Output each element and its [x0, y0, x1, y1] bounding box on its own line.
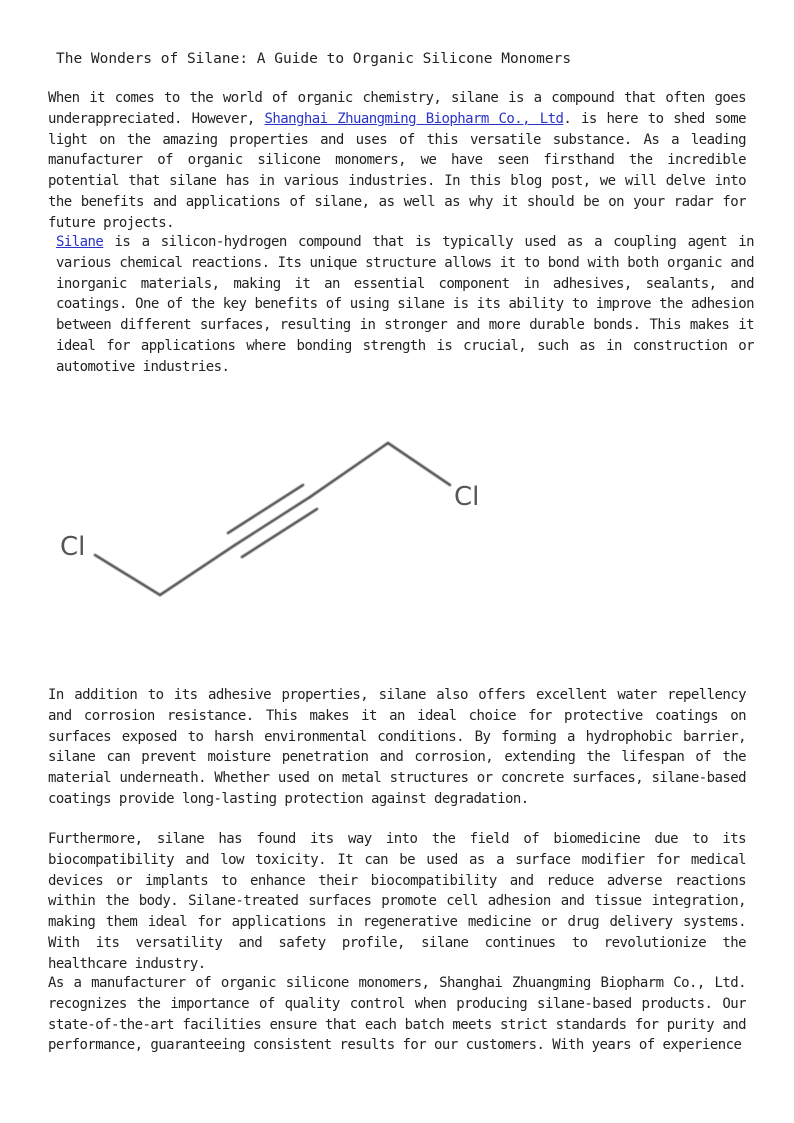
paragraph-quality-control: As a manufacturer of organic silicone monomers, Shanghai Zhuangming Biopharm Co., Ltd. recognizes the importance of quality control when producing silane-based products. Our state-of-the-art facilities ensure that each batch meets strict standards for purity and performance, guaranteeing consistent results for our customers. With years of experience	[48, 975, 746, 1054]
chlorine-right-label: Cl	[454, 482, 480, 512]
chlorine-left-label: Cl	[60, 532, 86, 562]
structure-diagram	[50, 395, 510, 625]
bond-ch2-cl-right	[388, 443, 450, 485]
paragraph-intro-text-before: When it comes to the world of organic chemistry, silane is a compound that often goes underappreciated. However,	[48, 90, 746, 127]
paragraph-silane-definition-text: is a silicon-hydrogen compound that is typically used as a coupling agent in various chemical reactions. Its unique structure allows it to bond with both organic and inorganic materials, making it an essential component in adhesives, sealants, and coatings. One of the key benefits of using silane is its ability to improve the adhesion between different surfaces, resulting in stronger and more durable bonds. This makes it ideal for applications where bonding strength is crucial, such as in construction or automotive industries.	[56, 234, 754, 375]
company-link[interactable]: Shanghai Zhuangming Biopharm Co., Ltd	[264, 110, 564, 127]
bond-c-ch2-right	[310, 443, 388, 497]
paragraph-silane-definition	[48, 232, 754, 378]
silane-link[interactable]: Silane	[56, 234, 104, 250]
paragraph-water-repellency: In addition to its adhesive properties, silane also offers excellent water repellency and corrosion resistance. This makes it an ideal choice for protective coatings on surfaces exposed to harsh environmental conditions. By forming a hydrophobic barrier, silane can prevent moisture penetration and corrosion, extending the lifespan of the material underneath. Whether used on metal structures or concrete surfaces, silane-based coatings provide long-lasting protection against degradation.	[48, 687, 746, 807]
paragraph-intro	[48, 88, 746, 234]
page-title: The Wonders of Silane: A Guide to Organic Silicone Monomers	[56, 51, 572, 67]
paragraph-biomedicine: Furthermore, silane has found its way into the field of biomedicine due to its biocompatibility and low toxicity. It can be used as a surface modifier for medical devices or implants to enhance their biocompatibility and reduce adverse reactions within the body. Silane-treated surfaces promote cell adhesion and tissue integration, making them ideal for applications in regenerative medicine or drug delivery systems. With its versatility and safety profile, silane continues to revolutionize the healthcare industry.	[48, 831, 746, 972]
bond-cl-ch2-left	[95, 555, 160, 595]
bond-ch2-c-left	[160, 545, 235, 595]
chemical-structure-figure	[50, 395, 510, 625]
paragraph-intro-text-after: . is here to shed some light on the amazing properties and uses of this versatile substance. As a leading manufacturer of organic silicone monomers, we have seen firsthand the incredible potential that silane has in various industries. In this blog post, we will delve into the benefits and applications of silane, as well as why it should be on your radar for future projects.	[48, 110, 746, 231]
